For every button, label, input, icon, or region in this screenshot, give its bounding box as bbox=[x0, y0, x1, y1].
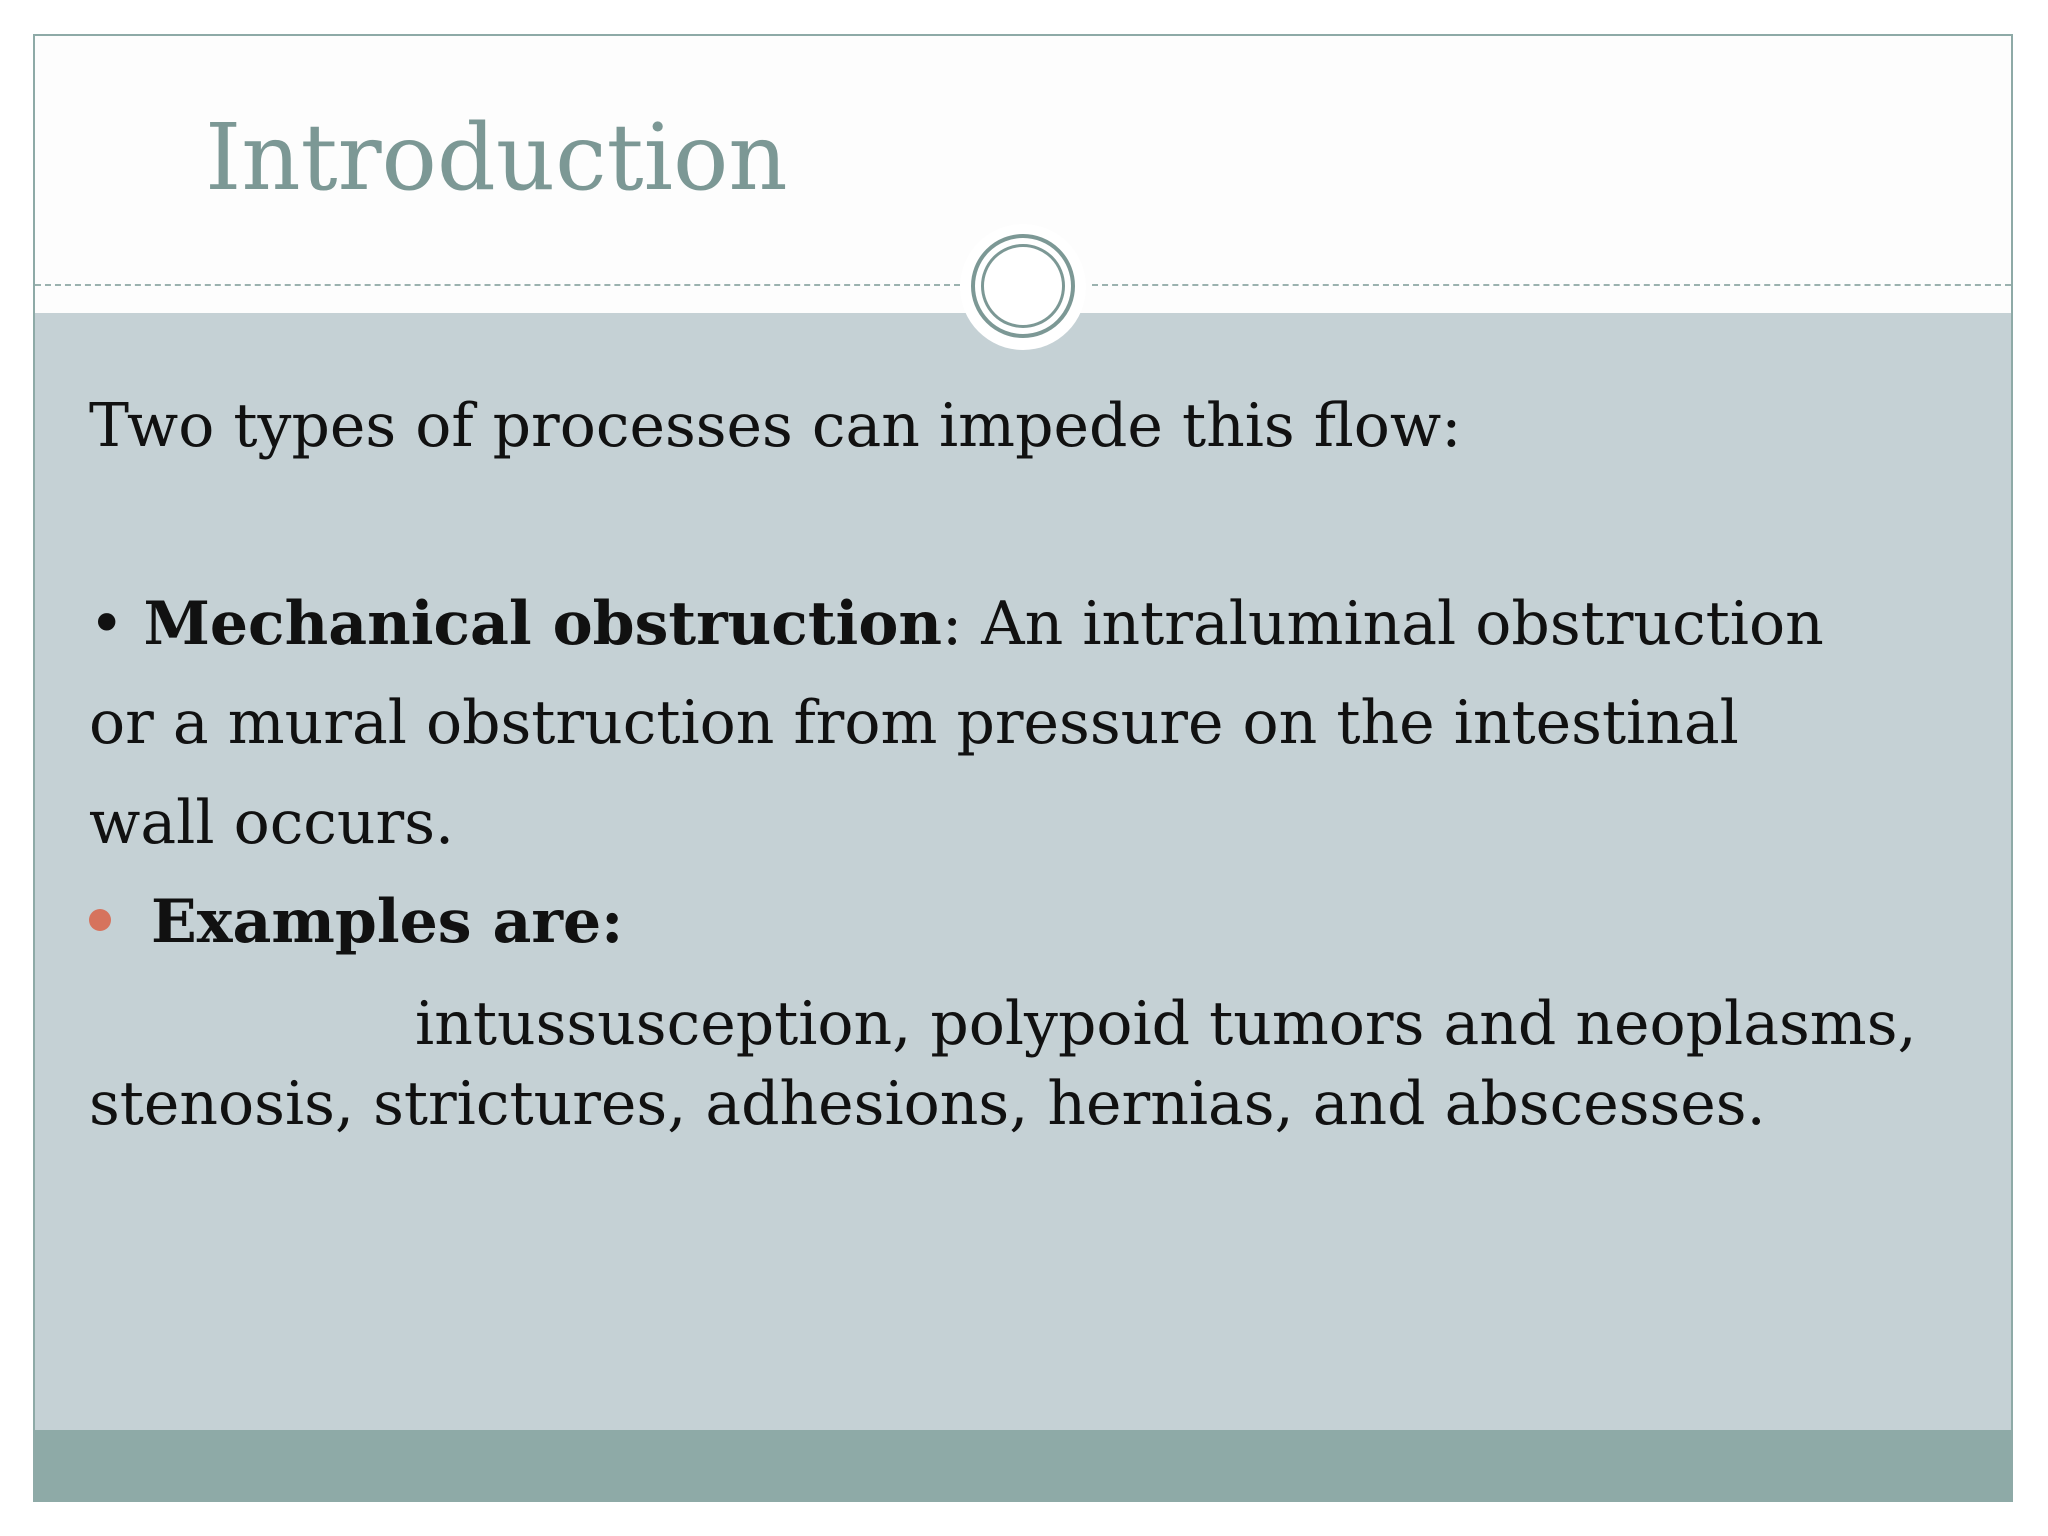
title-divider-right bbox=[1092, 284, 2011, 286]
slide-title: Introduction bbox=[205, 104, 788, 211]
slide bbox=[33, 34, 2013, 1502]
orange-bullet-icon bbox=[89, 909, 111, 931]
content-area bbox=[35, 313, 2011, 1433]
definition-text-1: : An intraluminal obstruction bbox=[941, 589, 1824, 659]
examples-line-2: stenosis, strictures, adhesions, hernias, and abscesses. bbox=[89, 1069, 1766, 1139]
circle-ornament-icon bbox=[971, 234, 1075, 338]
intro-text: Two types of processes can impede this flow: bbox=[89, 391, 1462, 461]
bullet-icon: • bbox=[89, 589, 125, 659]
examples-line-1: intussusception, polypoid tumors and neoplasms, bbox=[415, 989, 1917, 1059]
definition-line-3: wall occurs. bbox=[89, 788, 455, 858]
footer-band bbox=[35, 1430, 2011, 1500]
definition-line-1 bbox=[89, 589, 1824, 659]
examples-heading bbox=[89, 887, 623, 957]
definition-line-2: or a mural obstruction from pressure on the intestinal bbox=[89, 688, 1739, 758]
examples-heading-label: Examples are: bbox=[151, 887, 624, 957]
term-label: Mechanical obstruction bbox=[143, 589, 942, 659]
title-divider-left bbox=[35, 284, 960, 286]
